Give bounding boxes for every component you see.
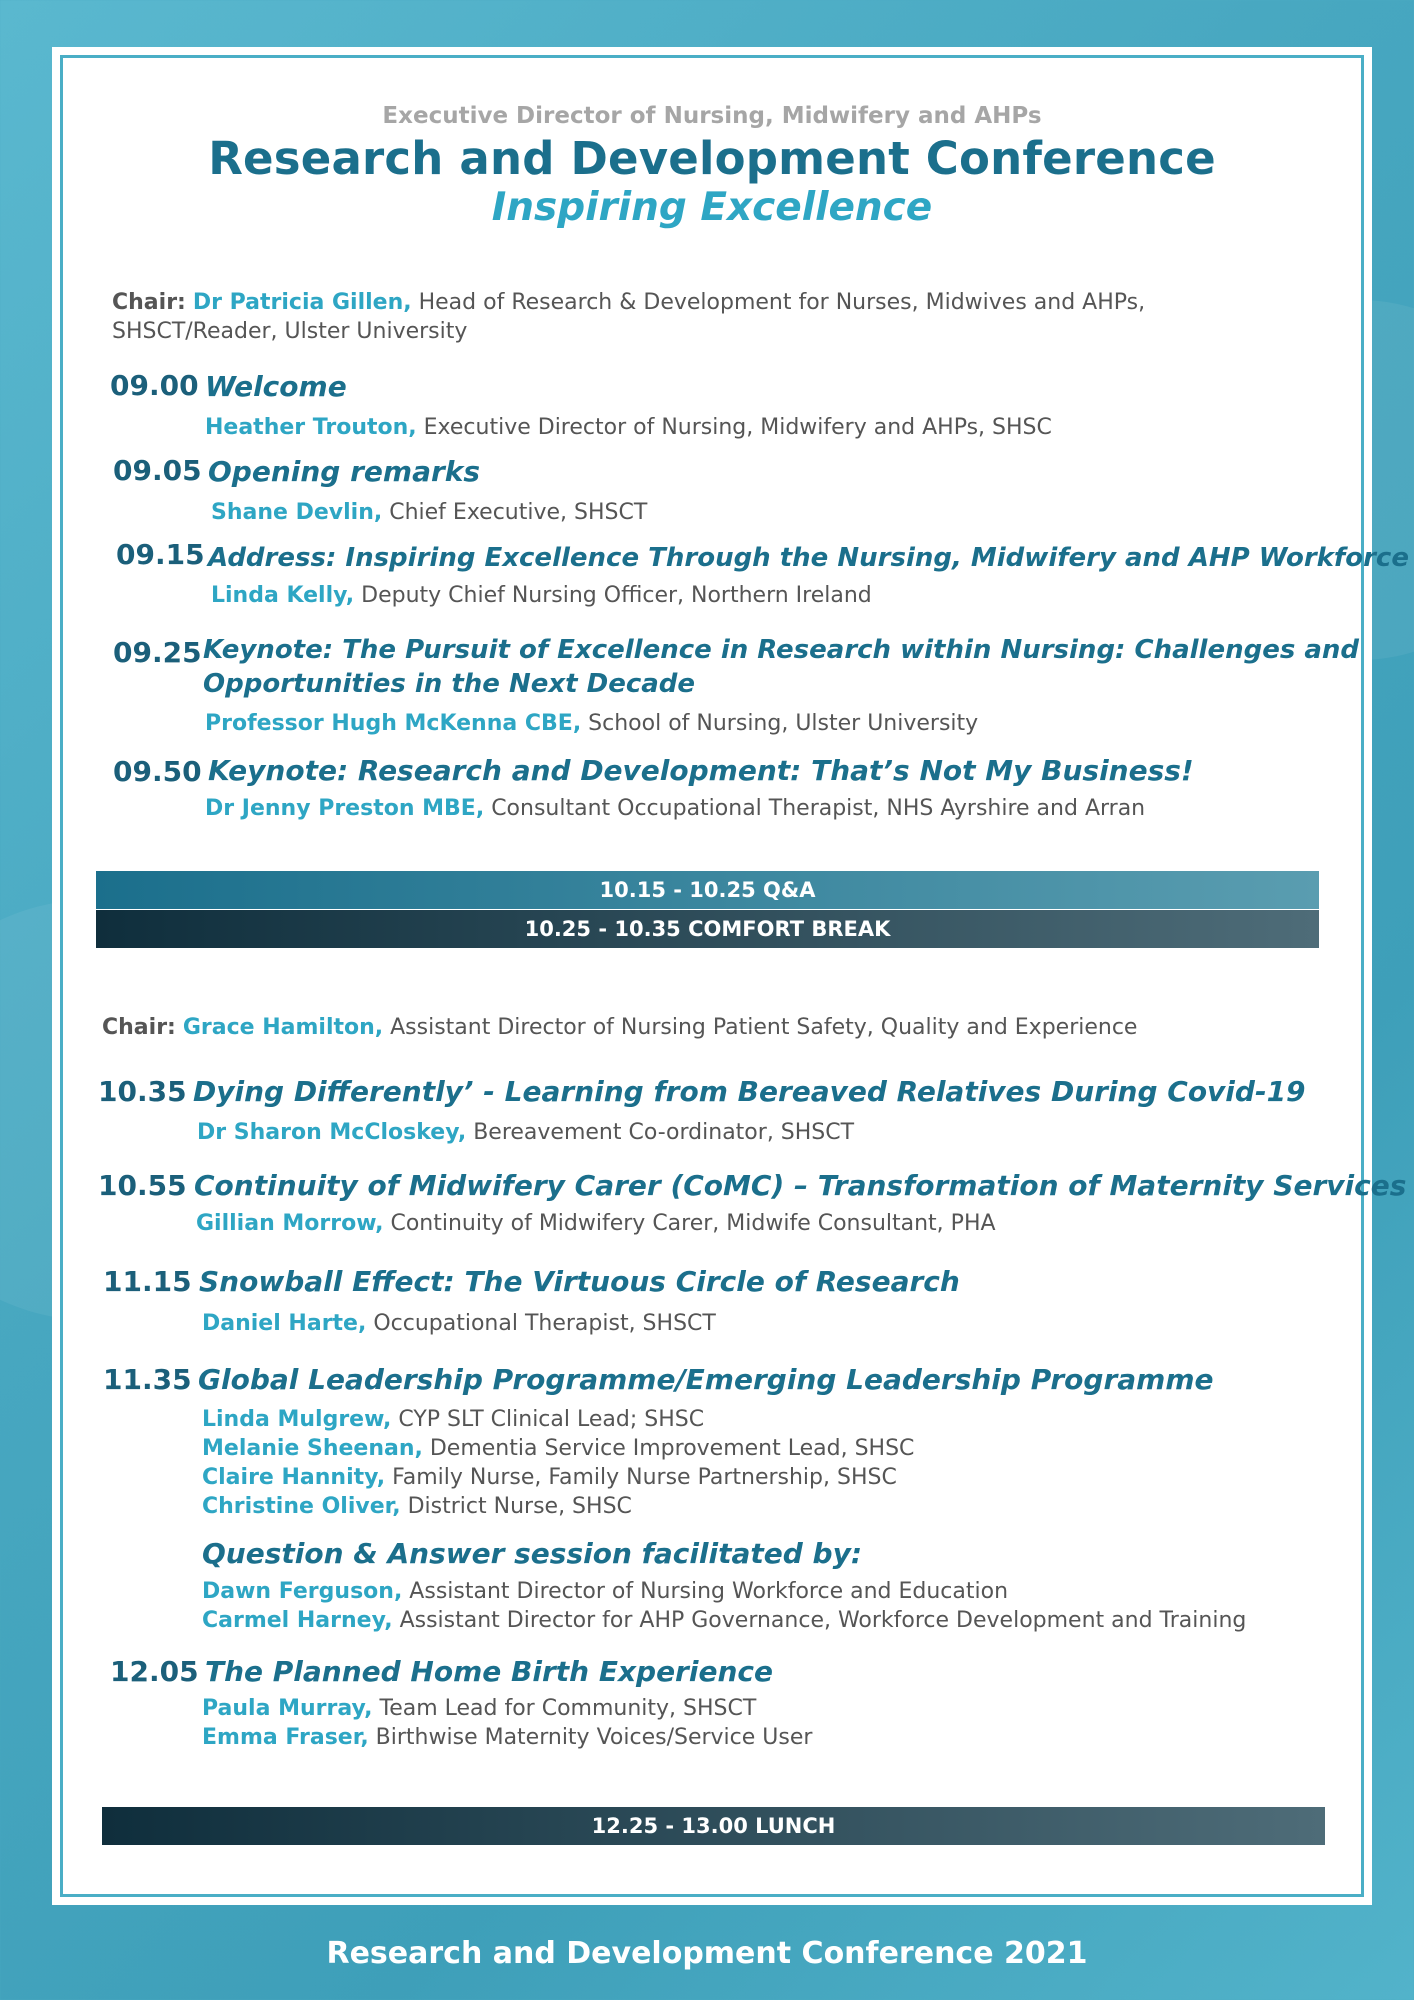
agenda-time: 10.35 xyxy=(98,1075,187,1108)
agenda-speaker: Dr Jenny Preston MBE, Consultant Occupational Therapist, NHS Ayrshire and Arran xyxy=(205,796,1146,821)
agenda-time: 09.05 xyxy=(113,454,202,487)
header-pre-title: Executive Director of Nursing, Midwifery and AHPs xyxy=(382,103,1042,129)
chair-label: Chair: xyxy=(112,290,186,315)
chair-role-line2: SHSCT/Reader, Ulster University xyxy=(112,319,468,344)
chair-role: Assistant Director of Nursing Patient Safety, Quality and Experience xyxy=(383,1015,1138,1040)
chair-role: Head of Research & Development for Nurses, Midwives and AHPs, xyxy=(411,290,1146,315)
agenda-speaker: Shane Devlin, Chief Executive, SHSCT xyxy=(211,500,648,525)
agenda-time: 10.55 xyxy=(98,1169,187,1202)
agenda-title: Dying Differently’ - Learning from Bereaved Relatives During Covid-19 xyxy=(193,1075,1306,1108)
agenda-speaker: Dr Sharon McCloskey, Bereavement Co-ordinator, SHSCT xyxy=(197,1120,855,1145)
agenda-time: 09.15 xyxy=(116,538,205,571)
session1-chair xyxy=(112,288,1145,346)
footer-title: Research and Development Conference 2021 xyxy=(326,1936,1088,1971)
agenda-title: Global Leadership Programme/Emerging Leadership Programme xyxy=(198,1363,1214,1396)
page-title: Research and Development Conference xyxy=(208,132,1216,185)
agenda-title: Snowball Effect: The Virtuous Circle of Research xyxy=(199,1265,960,1298)
agenda-time: 11.35 xyxy=(103,1363,192,1396)
chair-name: Dr Patricia Gillen, xyxy=(192,290,412,315)
agenda-speaker: Linda Mulgrew, CYP SLT Clinical Lead; SHSC Melanie Sheenan, Dementia Service Improvement Lead, SHSC Claire Hannity, Family Nurse, Family Nurse Partnership, SHSC Christine Oliver, District Nurse, SHSC xyxy=(202,1407,915,1519)
page-subtitle: Inspiring Excellence xyxy=(491,185,933,230)
agenda-title: Welcome xyxy=(205,370,347,403)
agenda-time: 09.00 xyxy=(110,369,199,402)
chair-name: Grace Hamilton, xyxy=(182,1015,384,1040)
agenda-time: 09.25 xyxy=(113,636,202,669)
comfort-break-band: 10.25 - 10.35 COMFORT BREAK xyxy=(96,910,1319,948)
agenda-title: Keynote: The Pursuit of Excellence in Research within Nursing: Challenges and Opportunities in the Next Decade xyxy=(203,635,1360,699)
agenda-title: Opening remarks xyxy=(208,455,481,488)
agenda-speaker: Gillian Morrow, Continuity of Midwifery Carer, Midwife Consultant, PHA xyxy=(196,1211,996,1236)
agenda-speaker: Daniel Harte, Occupational Therapist, SHSCT xyxy=(202,1311,716,1336)
agenda-speaker: Heather Trouton, Executive Director of Nursing, Midwifery and AHPs, SHSC xyxy=(205,415,1052,440)
agenda-speaker: Linda Kelly, Deputy Chief Nursing Officer, Northern Ireland xyxy=(211,583,872,608)
qa-band: 10.15 - 10.25 Q&A xyxy=(96,871,1319,909)
chair-label: Chair: xyxy=(102,1015,176,1040)
agenda-speaker: Professor Hugh McKenna CBE, School of Nursing, Ulster University xyxy=(205,711,979,736)
lunch-band: 12.25 - 13.00 LUNCH xyxy=(102,1807,1325,1845)
agenda-title: Question & Answer session facilitated by: xyxy=(202,1537,863,1570)
agenda-title: Address: Inspiring Excellence Through the Nursing, Midwifery and AHP Workforce xyxy=(208,543,1409,573)
agenda-time: 12.05 xyxy=(110,1655,199,1688)
agenda-speaker: Paula Murray, Team Lead for Community, SHSCT Emma Fraser, Birthwise Maternity Voices/Service User xyxy=(202,1696,813,1750)
agenda-time: 09.50 xyxy=(113,755,202,788)
agenda-title: The Planned Home Birth Experience xyxy=(205,1655,773,1688)
agenda-title: Keynote: Research and Development: That’s Not My Business! xyxy=(208,754,1194,787)
agenda-title: Continuity of Midwifery Carer (CoMC) – Transformation of Maternity Services xyxy=(194,1169,1407,1202)
agenda-time: 11.15 xyxy=(103,1265,192,1298)
agenda-page xyxy=(52,47,1409,1905)
agenda-speaker: Dawn Ferguson, Assistant Director of Nursing Workforce and Education Carmel Harney, Assistant Director for AHP Governance, Workforce Development and Training xyxy=(202,1579,1247,1633)
session2-chair xyxy=(102,1013,1137,1042)
